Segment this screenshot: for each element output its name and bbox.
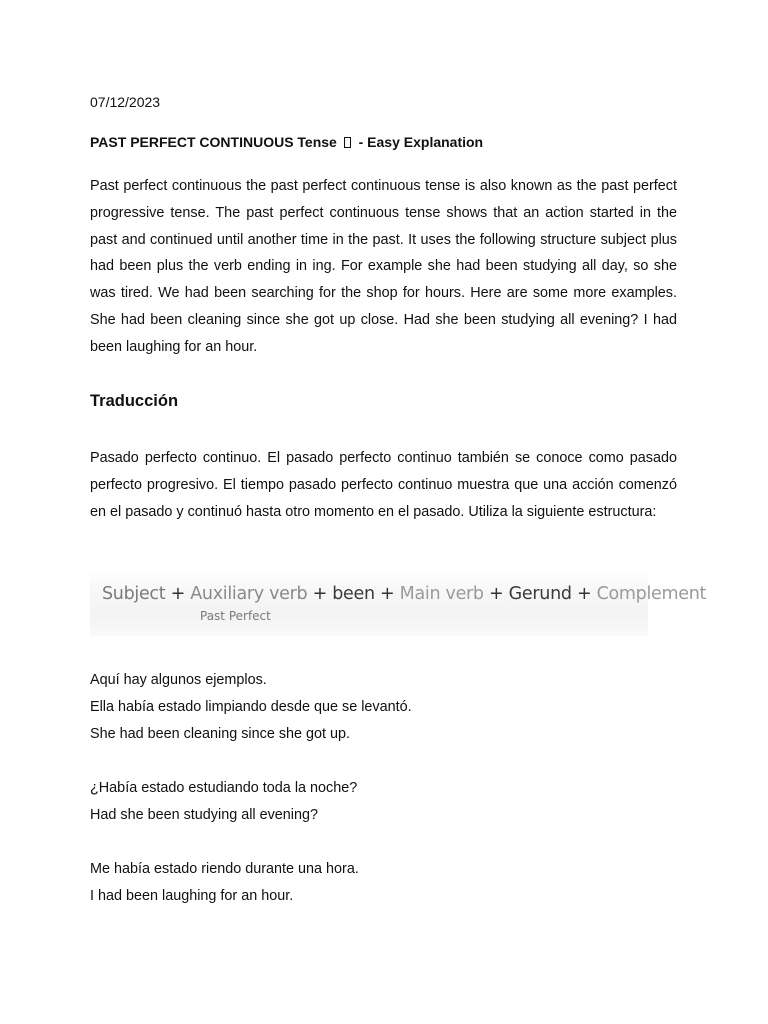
missing-glyph-icon [344, 137, 351, 148]
example-2-english: Had she been studying all evening? [90, 807, 319, 823]
spanish-paragraph: Pasado perfecto continuo. El pasado perfecto continuo también se conoce como pasado perfecto progresivo. El tiempo pasado perfecto continuo muestra que una acción comenzó en el pasado y continuó hasta otro momento en el pasado. Utiliza la siguiente estructura: [90, 450, 677, 520]
example-spacer [90, 829, 412, 856]
formula-plus: + [576, 584, 592, 604]
example-2-spanish: ¿Había estado estudiando toda la noche? [90, 780, 358, 796]
formula-complement: Complement [596, 584, 707, 604]
example-spacer [90, 748, 412, 775]
example-1-english: She had been cleaning since she got up. [90, 726, 351, 742]
example-3-english: I had been laughing for an hour. [90, 888, 294, 904]
formula-auxiliary-verb: Auxiliary verb [190, 584, 308, 604]
title-text-suffix: - Easy Explanation [358, 134, 484, 150]
formula-been: been [332, 584, 375, 604]
formula-subject: Subject [102, 584, 166, 604]
example-3-spanish: Me había estado riendo durante una hora. [90, 861, 359, 877]
formula-plus: + [380, 584, 395, 604]
formula-plus: + [312, 584, 327, 604]
structure-formula-image [90, 568, 707, 636]
title-text-main: PAST PERFECT CONTINUOUS Tense [90, 134, 337, 150]
examples-intro: Aquí hay algunos ejemplos. [90, 672, 267, 688]
example-1-spanish: Ella había estado limpiando desde que se levantó. [90, 699, 412, 715]
document-date: 07/12/2023 [90, 94, 161, 110]
formula-main-verb: Main verb [399, 584, 484, 604]
formula-line [102, 583, 706, 605]
formula-plus: + [489, 584, 504, 604]
formula-gerund: Gerund [508, 584, 572, 604]
translation-heading: Traducción [90, 392, 179, 410]
document-title [90, 134, 483, 151]
formula-plus: + [170, 584, 185, 604]
english-paragraph: Past perfect continuous the past perfect continuous tense is also known as the past perfect progressive tense. The past perfect continuous tense shows that an action started in the past and continued until another time in the past. It uses the following structure subject plus had been plus the verb ending in ing. For example she had been studying all day, so she was tired. We had been searching for the shop for hours. Here are some more examples. She had been cleaning since she got up close. Had she been studying all evening? I had been laughing for an hour. [90, 178, 677, 355]
formula-subtitle: Past Perfect [200, 609, 271, 623]
examples-list [90, 667, 412, 910]
